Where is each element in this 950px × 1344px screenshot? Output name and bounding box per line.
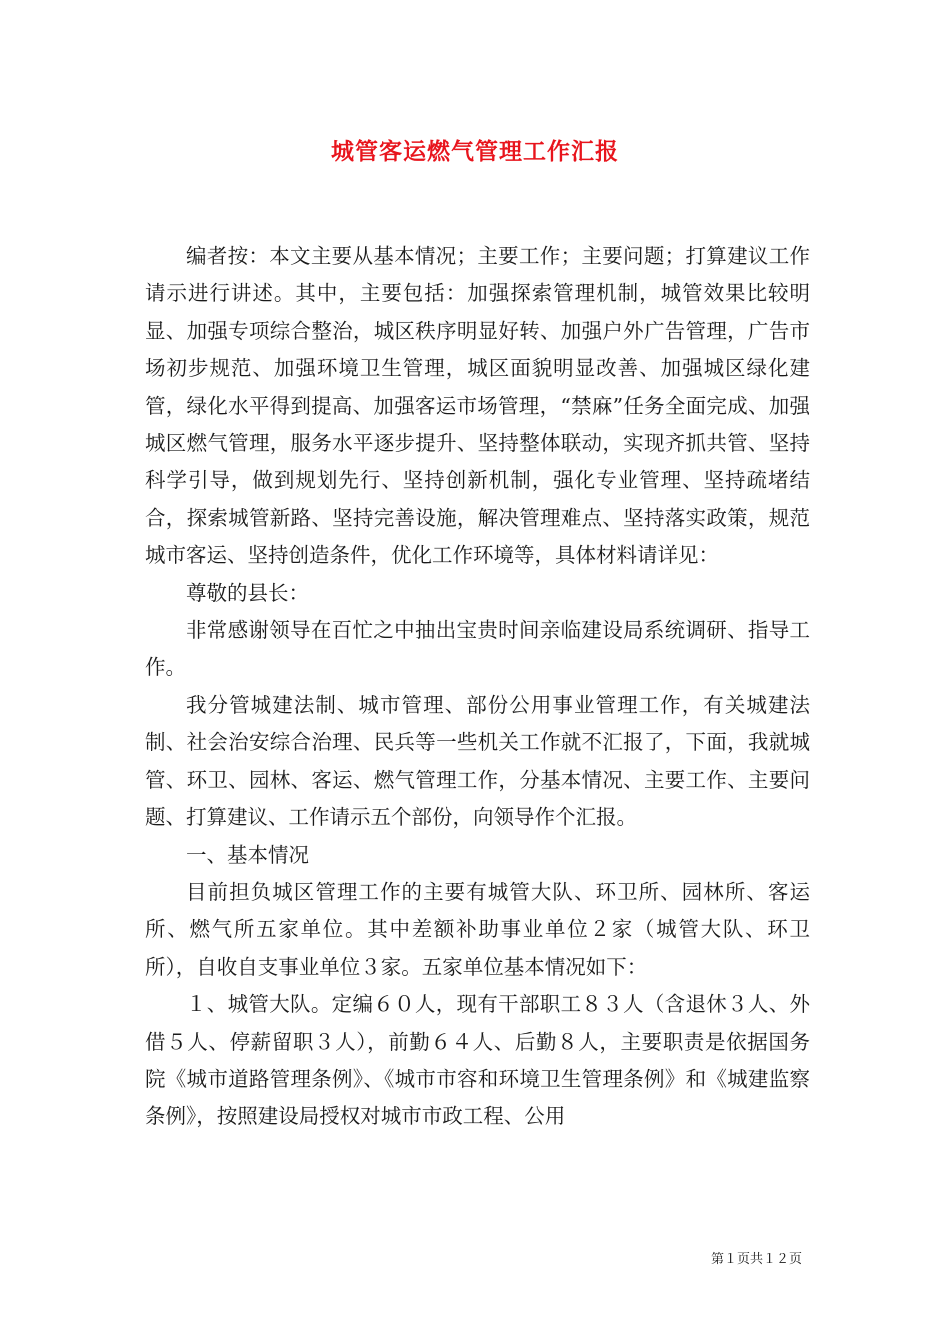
section-heading: 一、基本情况 <box>186 842 309 867</box>
page-title: 城管客运燃气管理工作汇报 <box>331 138 619 165</box>
paragraph-city-management: １、城管大队。定编６０人，现有干部职工８３人（含退休３人、外借５人、停薪留职３人），前勤６４人、后勤８人，主要职责是依据国务院《城市道路管理条例》、《城市市容和环境卫生管理条例》和《城建监察条例》，按照建设局授权对城市市政工程、公用 <box>145 992 810 1129</box>
paragraph-editor-note: 编者按：本文主要从基本情况；主要工作；主要问题；打算建议工作请示进行讲述。其中，主要包括：加强探索管理机制，城管效果比较明显、加强专项综合整治，城区秩序明显好转、加强户外广告管理，广告市场初步规范、加强环境卫生管理，城区面貌明显改善、加强城区绿化建管，绿化水平得到提高、加强客运市场管理，“禁麻”任务全面完成、加强城区燃气管理，服务水平逐步提升、坚持整体联动，实现齐抓共管、坚持科学引导，做到规划先行、坚持创新机制，强化专业管理、坚持疏堵结合，探索城管新路、坚持完善设施，解决管理难点、坚持落实政策，规范城市客运、坚持创造条件，优化工作环境等，具体材料请详见： <box>145 244 810 568</box>
page-number: 第１页共１２页 <box>710 1252 802 1267</box>
paragraph-intro: 我分管城建法制、城市管理、部份公用事业管理工作，有关城建法制、社会治安综合治理、民兵等一些机关工作就不汇报了，下面，我就城管、环卫、园林、客运、燃气管理工作，分基本情况、主要工作、主要问题、打算建议、工作请示五个部份，向领导作个汇报。 <box>145 692 810 830</box>
paragraph-thanks: 非常感谢领导在百忙之中抽出宝贵时间亲临建设局系统调研、指导工作。 <box>145 618 810 680</box>
paragraph-units: 目前担负城区管理工作的主要有城管大队、环卫所、园林所、客运所、燃气所五家单位。其中差额补助事业单位２家（城管大队、环卫所），自收自支事业单位３家。五家单位基本情况如下： <box>145 879 810 979</box>
document-body <box>145 238 810 1136</box>
paragraph-salutation: 尊敬的县长： <box>186 580 309 605</box>
